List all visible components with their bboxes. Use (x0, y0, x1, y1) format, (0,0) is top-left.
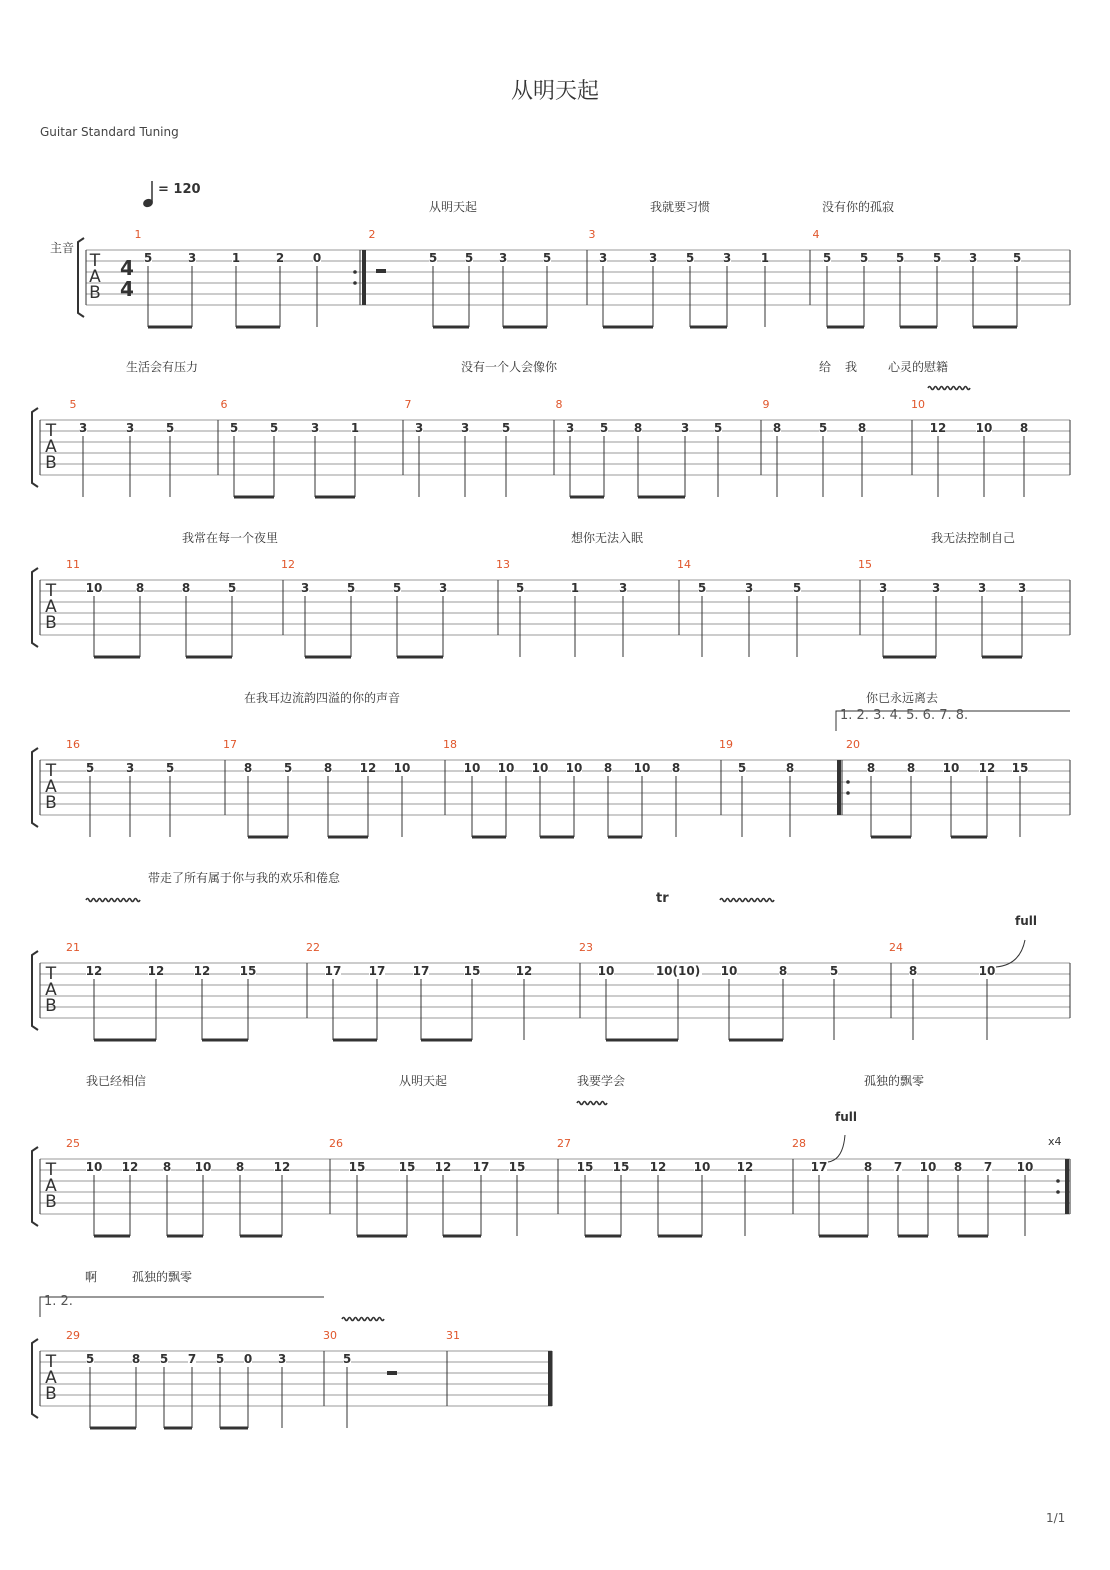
fret-number: 7 (983, 1160, 993, 1174)
fret-number: 8 (671, 761, 681, 775)
fret-number: 5 (792, 581, 802, 595)
fret-number: 0 (243, 1352, 253, 1366)
half-rest (376, 269, 386, 273)
fret-number: 10 (463, 761, 481, 775)
lyric: 心灵的慰籍 (887, 360, 949, 374)
fret-number: 8 (603, 761, 613, 775)
fret-number: 10 (393, 761, 411, 775)
fret-number: 3 (125, 761, 135, 775)
repeat-count: x4 (1048, 1135, 1062, 1148)
measure-number: 1 (134, 228, 142, 241)
fret-number: 17 (368, 964, 386, 978)
fret-number: 8 (953, 1160, 963, 1174)
measure-number: 8 (555, 398, 563, 411)
fret-number: 8 (778, 964, 788, 978)
fret-number: 5 (713, 421, 723, 435)
system-row (32, 870, 1070, 1040)
measure-number: 31 (446, 1329, 460, 1342)
system-bracket (32, 1147, 38, 1226)
measure-number: 11 (66, 558, 80, 571)
measure-number: 5 (69, 398, 77, 411)
fret-number: 10 (720, 964, 738, 978)
measure-number: 18 (443, 738, 457, 751)
measure-number: 2 (368, 228, 376, 241)
trill-mark: tr (656, 891, 669, 906)
fret-number: 5 (859, 251, 869, 265)
fret-number: 5 (464, 251, 474, 265)
lyric: 想你无法入眠 (570, 531, 644, 545)
fret-number: 5 (932, 251, 942, 265)
fret-number: 12 (649, 1160, 667, 1174)
fret-number: 10(10) (655, 964, 701, 978)
fret-number: 8 (906, 761, 916, 775)
fret-number: 3 (414, 421, 424, 435)
tab-clef-letter: T (45, 421, 57, 441)
lyric: 我要学会 (576, 1074, 626, 1088)
fret-number: 0 (312, 251, 322, 265)
fret-number: 10 (978, 964, 996, 978)
fret-number: 3 (565, 421, 575, 435)
fret-number: 1 (350, 421, 360, 435)
fret-number: 5 (428, 251, 438, 265)
fret-number: 5 (346, 581, 356, 595)
fret-number: 3 (187, 251, 197, 265)
fret-number: 3 (598, 251, 608, 265)
fret-number: 15 (239, 964, 257, 978)
system-row (32, 1073, 1070, 1236)
tab-clef-letter: A (45, 1176, 57, 1196)
fret-number: 8 (785, 761, 795, 775)
thick-barline (837, 760, 841, 815)
fret-number: 10 (693, 1160, 711, 1174)
lyric: 啊 (84, 1270, 98, 1284)
fret-number: 1 (570, 581, 580, 595)
tab-clef-letter: A (45, 597, 57, 617)
tab-clef-letter: B (45, 453, 57, 473)
fret-number: 5 (542, 251, 552, 265)
lyric: 没有一个人会像你 (460, 360, 558, 374)
tab-clef-letter: B (89, 283, 101, 303)
fret-number: 15 (576, 1160, 594, 1174)
measure-number: 30 (323, 1329, 337, 1342)
fret-number: 8 (135, 581, 145, 595)
fret-number: 3 (648, 251, 658, 265)
fret-number: 3 (78, 421, 88, 435)
tab-clef-letter: A (45, 980, 57, 1000)
bend-label: full (835, 1110, 857, 1124)
fret-number: 10 (194, 1160, 212, 1174)
time-signature-top: 4 (120, 256, 134, 280)
fret-number: 5 (697, 581, 707, 595)
lyric: 孤独的飘零 (863, 1074, 925, 1088)
fret-number: 12 (273, 1160, 291, 1174)
fret-number: 3 (931, 581, 941, 595)
fret-number: 5 (829, 964, 839, 978)
lyric: 没有你的孤寂 (821, 200, 895, 214)
tab-clef-letter: T (45, 964, 57, 984)
fret-number: 8 (908, 964, 918, 978)
fret-number: 10 (531, 761, 549, 775)
lyric: 孤独的飘零 (131, 1270, 193, 1284)
tab-clef-letter: B (45, 996, 57, 1016)
fret-number: 17 (472, 1160, 490, 1174)
measure-number: 14 (677, 558, 691, 571)
fret-number: 17 (810, 1160, 828, 1174)
measure-number: 3 (588, 228, 596, 241)
fret-number: 12 (147, 964, 165, 978)
fret-number: 8 (863, 1160, 873, 1174)
fret-number: 3 (680, 421, 690, 435)
tab-clef-letter: A (45, 777, 57, 797)
fret-number: 5 (685, 251, 695, 265)
tab-clef-letter: T (45, 761, 57, 781)
fret-number: 5 (85, 761, 95, 775)
fret-number: 5 (165, 761, 175, 775)
lyric: 我常在每一个夜里 (181, 531, 279, 545)
fret-number: 5 (818, 421, 828, 435)
fret-number: 7 (187, 1352, 197, 1366)
fret-number: 10 (85, 1160, 103, 1174)
fret-number: 5 (895, 251, 905, 265)
tab-clef-letter: B (45, 613, 57, 633)
score-title: 从明天起 (510, 79, 599, 104)
measure-number: 10 (911, 398, 925, 411)
measure-number: 17 (223, 738, 237, 751)
tab-clef-letter: T (45, 581, 57, 601)
fret-number: 5 (283, 761, 293, 775)
tab-clef-letter: T (45, 1160, 57, 1180)
fret-number: 5 (737, 761, 747, 775)
lyric: 生活会有压力 (125, 360, 199, 374)
system-row (32, 359, 1070, 497)
fret-number: 12 (515, 964, 533, 978)
system-bracket (32, 1339, 38, 1418)
fret-number: 8 (857, 421, 867, 435)
tab-clef-letter: A (45, 437, 57, 457)
fret-number: 5 (515, 581, 525, 595)
fret-number: 8 (1019, 421, 1029, 435)
fret-number: 8 (323, 761, 333, 775)
measure-number: 20 (846, 738, 860, 751)
final-barline (548, 1351, 552, 1406)
measure-number: 24 (889, 941, 903, 954)
fret-number: 8 (235, 1160, 245, 1174)
fret-number: 10 (565, 761, 583, 775)
measure-number: 25 (66, 1137, 80, 1150)
fret-number: 15 (508, 1160, 526, 1174)
fret-number: 3 (1017, 581, 1027, 595)
system-bracket (32, 568, 38, 647)
fret-number: 5 (165, 421, 175, 435)
fret-number: 15 (1011, 761, 1029, 775)
measure-number: 16 (66, 738, 80, 751)
tab-clef-letter: T (45, 1352, 57, 1372)
fret-number: 12 (978, 761, 996, 775)
lyric: 你已永远离去 (865, 691, 939, 705)
lyric: 带走了所有属于你与我的欢乐和倦怠 (147, 871, 341, 885)
measure-number: 19 (719, 738, 733, 751)
tab-clef-letter: A (45, 1368, 57, 1388)
vibrato-mark (577, 1102, 607, 1105)
tab-clef-letter: B (45, 1192, 57, 1212)
bend-arrow (828, 1135, 845, 1162)
lyric: 从明天起 (428, 200, 478, 214)
repeat-dot (846, 780, 850, 784)
vibrato-mark (720, 899, 774, 902)
fret-number: 12 (736, 1160, 754, 1174)
fret-number: 1 (760, 251, 770, 265)
fret-number: 2 (275, 251, 285, 265)
fret-number: 10 (919, 1160, 937, 1174)
measure-number: 6 (220, 398, 228, 411)
fret-number: 10 (497, 761, 515, 775)
fret-number: 15 (348, 1160, 366, 1174)
fret-number: 3 (722, 251, 732, 265)
fret-number: 12 (121, 1160, 139, 1174)
system-row (32, 530, 1070, 657)
tab-clef-letter: A (89, 267, 101, 287)
fret-number: 5 (342, 1352, 352, 1366)
measure-number: 13 (496, 558, 510, 571)
fret-number: 8 (633, 421, 643, 435)
fret-number: 1 (231, 251, 241, 265)
track-name: 主音 (50, 241, 75, 255)
fret-number: 3 (878, 581, 888, 595)
lyric: 我无法控制自己 (930, 531, 1016, 545)
fret-number: 8 (181, 581, 191, 595)
fret-number: 15 (463, 964, 481, 978)
fret-number: 17 (412, 964, 430, 978)
measure-number: 9 (762, 398, 770, 411)
measure-number: 27 (557, 1137, 571, 1150)
fret-number: 3 (498, 251, 508, 265)
fret-number: 10 (1016, 1160, 1034, 1174)
lyric: 在我耳边流韵四溢的你的声音 (243, 691, 401, 705)
fret-number: 5 (143, 251, 153, 265)
fret-number: 3 (618, 581, 628, 595)
volta-label: 1. 2. (44, 1294, 73, 1309)
fret-number: 8 (243, 761, 253, 775)
fret-number: 5 (85, 1352, 95, 1366)
fret-number: 3 (977, 581, 987, 595)
fret-number: 5 (822, 251, 832, 265)
fret-number: 3 (744, 581, 754, 595)
half-rest (387, 1371, 397, 1375)
fret-number: 10 (85, 581, 103, 595)
fret-number: 3 (460, 421, 470, 435)
lyric: 我 (844, 360, 858, 374)
fret-number: 5 (1012, 251, 1022, 265)
system-bracket (78, 238, 84, 317)
page-number: 1/1 (1046, 1511, 1066, 1525)
fret-number: 10 (975, 421, 993, 435)
measure-number: 23 (579, 941, 593, 954)
fret-number: 3 (310, 421, 320, 435)
fret-number: 8 (131, 1352, 141, 1366)
repeat-dot (353, 281, 357, 285)
lyric: 我已经相信 (85, 1074, 147, 1088)
measure-number: 21 (66, 941, 80, 954)
fret-number: 12 (193, 964, 211, 978)
measure-number: 4 (812, 228, 820, 241)
vibrato-mark (342, 1318, 384, 1321)
fret-number: 5 (227, 581, 237, 595)
measure-number: 29 (66, 1329, 80, 1342)
fret-number: 8 (772, 421, 782, 435)
lyric: 给 (818, 360, 832, 374)
volta-bracket (40, 1297, 324, 1317)
vibrato-mark (86, 899, 140, 902)
measure-number: 28 (792, 1137, 806, 1150)
fret-number: 3 (125, 421, 135, 435)
fret-number: 10 (597, 964, 615, 978)
repeat-dot (846, 791, 850, 795)
measure-number: 7 (404, 398, 412, 411)
fret-number: 10 (942, 761, 960, 775)
system-bracket (32, 408, 38, 487)
lyric: 从明天起 (398, 1074, 448, 1088)
fret-number: 12 (85, 964, 103, 978)
repeat-dot (1056, 1190, 1060, 1194)
fret-number: 3 (438, 581, 448, 595)
fret-number: 15 (612, 1160, 630, 1174)
thick-barline (1065, 1159, 1069, 1214)
system-row (32, 690, 1070, 837)
fret-number: 5 (269, 421, 279, 435)
tab-clef-letter: B (45, 793, 57, 813)
fret-number: 17 (324, 964, 342, 978)
tab-clef-letter: T (89, 251, 101, 271)
fret-number: 10 (633, 761, 651, 775)
fret-number: 8 (162, 1160, 172, 1174)
fret-number: 5 (501, 421, 511, 435)
bend-label: full (1015, 914, 1037, 928)
tab-clef-letter: B (45, 1384, 57, 1404)
system-bracket (32, 951, 38, 1030)
fret-number: 3 (968, 251, 978, 265)
fret-number: 12 (434, 1160, 452, 1174)
volta-label: 1. 2. 3. 4. 5. 6. 7. 8. (840, 708, 969, 723)
fret-number: 5 (599, 421, 609, 435)
tempo-marking: = 120 (158, 182, 201, 197)
system-row (78, 199, 1070, 327)
fret-number: 5 (392, 581, 402, 595)
measure-number: 26 (329, 1137, 343, 1150)
system-row (32, 1269, 552, 1428)
fret-number: 3 (300, 581, 310, 595)
repeat-dot (1056, 1179, 1060, 1183)
tuning-label: Guitar Standard Tuning (40, 125, 179, 139)
fret-number: 12 (929, 421, 947, 435)
system-bracket (32, 748, 38, 827)
fret-number: 5 (229, 421, 239, 435)
measure-number: 12 (281, 558, 295, 571)
fret-number: 7 (893, 1160, 903, 1174)
time-signature-bottom: 4 (120, 277, 134, 301)
repeat-dot (353, 270, 357, 274)
fret-number: 5 (215, 1352, 225, 1366)
fret-number: 3 (277, 1352, 287, 1366)
fret-number: 12 (359, 761, 377, 775)
fret-number: 8 (866, 761, 876, 775)
vibrato-mark (928, 387, 970, 390)
thick-barline (362, 250, 366, 305)
fret-number: 5 (159, 1352, 169, 1366)
measure-number: 22 (306, 941, 320, 954)
lyric: 我就要习惯 (649, 200, 711, 214)
measure-number: 15 (858, 558, 872, 571)
fret-number: 15 (398, 1160, 416, 1174)
